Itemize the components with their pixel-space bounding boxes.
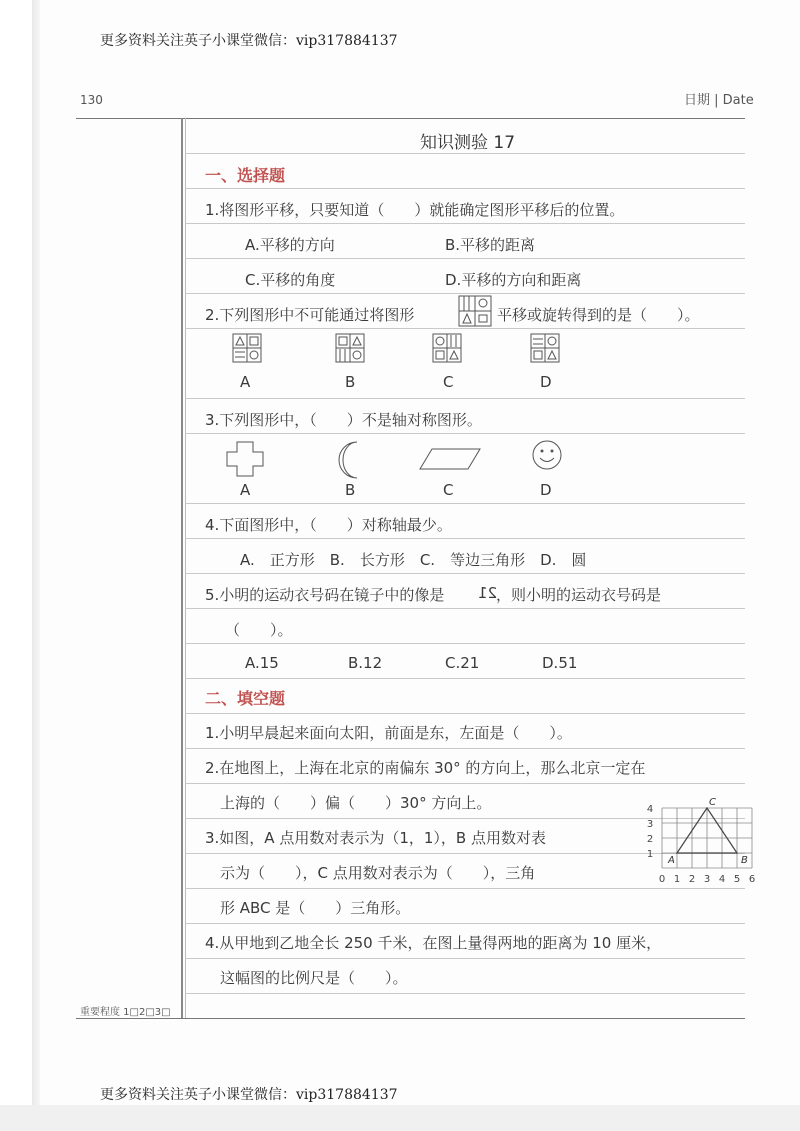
- watermark-bottom: 更多资料关注英子小课堂微信：vip317884137: [100, 1087, 398, 1103]
- q2-shape-a: [232, 333, 262, 363]
- x-tick-label: 5: [733, 874, 741, 885]
- q3-label-b: B: [345, 481, 356, 499]
- ruled-line: [185, 503, 745, 504]
- x-tick-label: 3: [703, 874, 711, 885]
- question-5-text-end: ，则小明的运动衣号码是: [496, 586, 662, 604]
- bottom-shade: [0, 1105, 800, 1131]
- x-tick-label: 6: [748, 874, 756, 885]
- ruled-line: [185, 258, 745, 259]
- ruled-line: [185, 643, 745, 644]
- ruled-line: [185, 153, 745, 154]
- top-rule: [76, 118, 745, 119]
- ruled-line: [185, 958, 745, 959]
- fill-question-2-line2: 上海的（ ）偏（ ）30° 方向上。: [220, 794, 492, 812]
- mirror-number: 21: [478, 584, 498, 602]
- question-5-text: 5.小明的运动衣号码在镜子中的像是: [205, 586, 445, 604]
- crescent-shape: [335, 440, 365, 480]
- y-tick-label: 1: [646, 849, 654, 860]
- smiley-face-shape: [531, 439, 563, 471]
- fill-question-2-line1: 2.在地图上，上海在北京的南偏东 30° 的方向上，那么北京一定在: [205, 759, 646, 777]
- date-label: 日期 | Date: [684, 93, 754, 108]
- y-tick-label: 4: [646, 804, 654, 815]
- ruled-line: [185, 538, 745, 539]
- ruled-line: [185, 188, 745, 189]
- y-tick-label: 2: [646, 834, 654, 845]
- q5-option-b: B.12: [348, 654, 383, 672]
- question-2-text: 2.下列图形中不可能通过将图形: [205, 306, 415, 324]
- importance-rating: 重要程度 1□2□3□: [80, 1007, 171, 1018]
- fill-question-4-line1: 4.从甲地到乙地全长 250 千米，在图上量得两地的距离为 10 厘米，: [205, 934, 662, 952]
- ruled-line: [185, 223, 745, 224]
- coordinate-grid-figure: [640, 797, 760, 894]
- fill-question-1: 1.小明早晨起来面向太阳，前面是东，左面是（ ）。: [205, 724, 572, 742]
- q1-option-d: D.平移的方向和距离: [445, 271, 582, 289]
- margin-rule-inner: [185, 118, 186, 1018]
- q3-label-d: D: [540, 481, 552, 499]
- ruled-line: [185, 433, 745, 434]
- ruled-line: [185, 398, 745, 399]
- ruled-line: [185, 608, 745, 609]
- q2-shape-b: [335, 333, 365, 363]
- ruled-line: [185, 713, 745, 714]
- fill-question-3-line3: 形 ABC 是（ ）三角形。: [220, 899, 411, 917]
- q2-shape-c: [432, 333, 462, 363]
- fill-question-3-line2: 示为（ ），C 点用数对表示为（ ），三角: [220, 864, 536, 882]
- ruled-line: [185, 293, 745, 294]
- section-heading-choice: 一、选择题: [205, 166, 286, 185]
- q1-option-a: A.平移的方向: [245, 236, 335, 254]
- q5-option-d: D.51: [542, 654, 578, 672]
- question-5-line2: （ ）。: [225, 621, 293, 639]
- x-tick-label: 0: [658, 874, 666, 885]
- point-label: B: [741, 855, 748, 866]
- y-tick-label: 3: [646, 819, 654, 830]
- q5-option-c: C.21: [445, 654, 480, 672]
- question-1-text: 1.将图形平移，只要知道（ ）就能确定图形平移后的位置。: [205, 201, 625, 219]
- ruled-line: [185, 328, 745, 329]
- x-tick-label: 4: [718, 874, 726, 885]
- ruled-line: [185, 573, 745, 574]
- question-4-text: 4.下面图形中，（ ）对称轴最少。: [205, 516, 452, 534]
- page-number: 130: [80, 93, 103, 107]
- ruled-line: [185, 923, 745, 924]
- q2-label-d: D: [540, 373, 552, 391]
- parallelogram-shape: [418, 447, 482, 471]
- bottom-rule: [76, 1018, 745, 1019]
- q1-option-c: C.平移的角度: [245, 271, 336, 289]
- fill-question-4-line2: 这幅图的比例尺是（ ）。: [220, 969, 408, 987]
- q2-label-a: A: [240, 373, 251, 391]
- margin-rule: [181, 118, 183, 1018]
- q3-label-c: C: [443, 481, 454, 499]
- page-title: 知识测验 17: [420, 133, 516, 153]
- fill-question-3-line1: 3.如图，A 点用数对表示为（1，1），B 点用数对表: [205, 829, 546, 847]
- question-3-text: 3.下列图形中，（ ）不是轴对称图形。: [205, 411, 482, 429]
- ruled-line: [185, 678, 745, 679]
- q2-label-b: B: [345, 373, 356, 391]
- q4-options: A. 正方形 B. 长方形 C. 等边三角形 D. 圆: [240, 551, 587, 569]
- section-heading-fill: 二、填空题: [205, 689, 286, 708]
- x-tick-label: 2: [688, 874, 696, 885]
- q5-option-a: A.15: [245, 654, 279, 672]
- point-label: C: [709, 797, 716, 808]
- cross-shape: [225, 440, 265, 478]
- paper-shadow: [32, 0, 40, 1131]
- ruled-line: [185, 993, 745, 994]
- q2-label-c: C: [443, 373, 454, 391]
- q3-label-a: A: [240, 481, 251, 499]
- q2-shape-d: [530, 333, 560, 363]
- point-label: A: [668, 855, 675, 866]
- ruled-line: [185, 783, 745, 784]
- ruled-line: [185, 748, 745, 749]
- x-tick-label: 1: [673, 874, 681, 885]
- reference-shape-figure: [458, 295, 492, 327]
- watermark-top: 更多资料关注英子小课堂微信：vip317884137: [100, 33, 398, 49]
- q1-option-b: B.平移的距离: [445, 236, 536, 254]
- question-2-text-end: 平移或旋转得到的是（ ）。: [497, 306, 700, 324]
